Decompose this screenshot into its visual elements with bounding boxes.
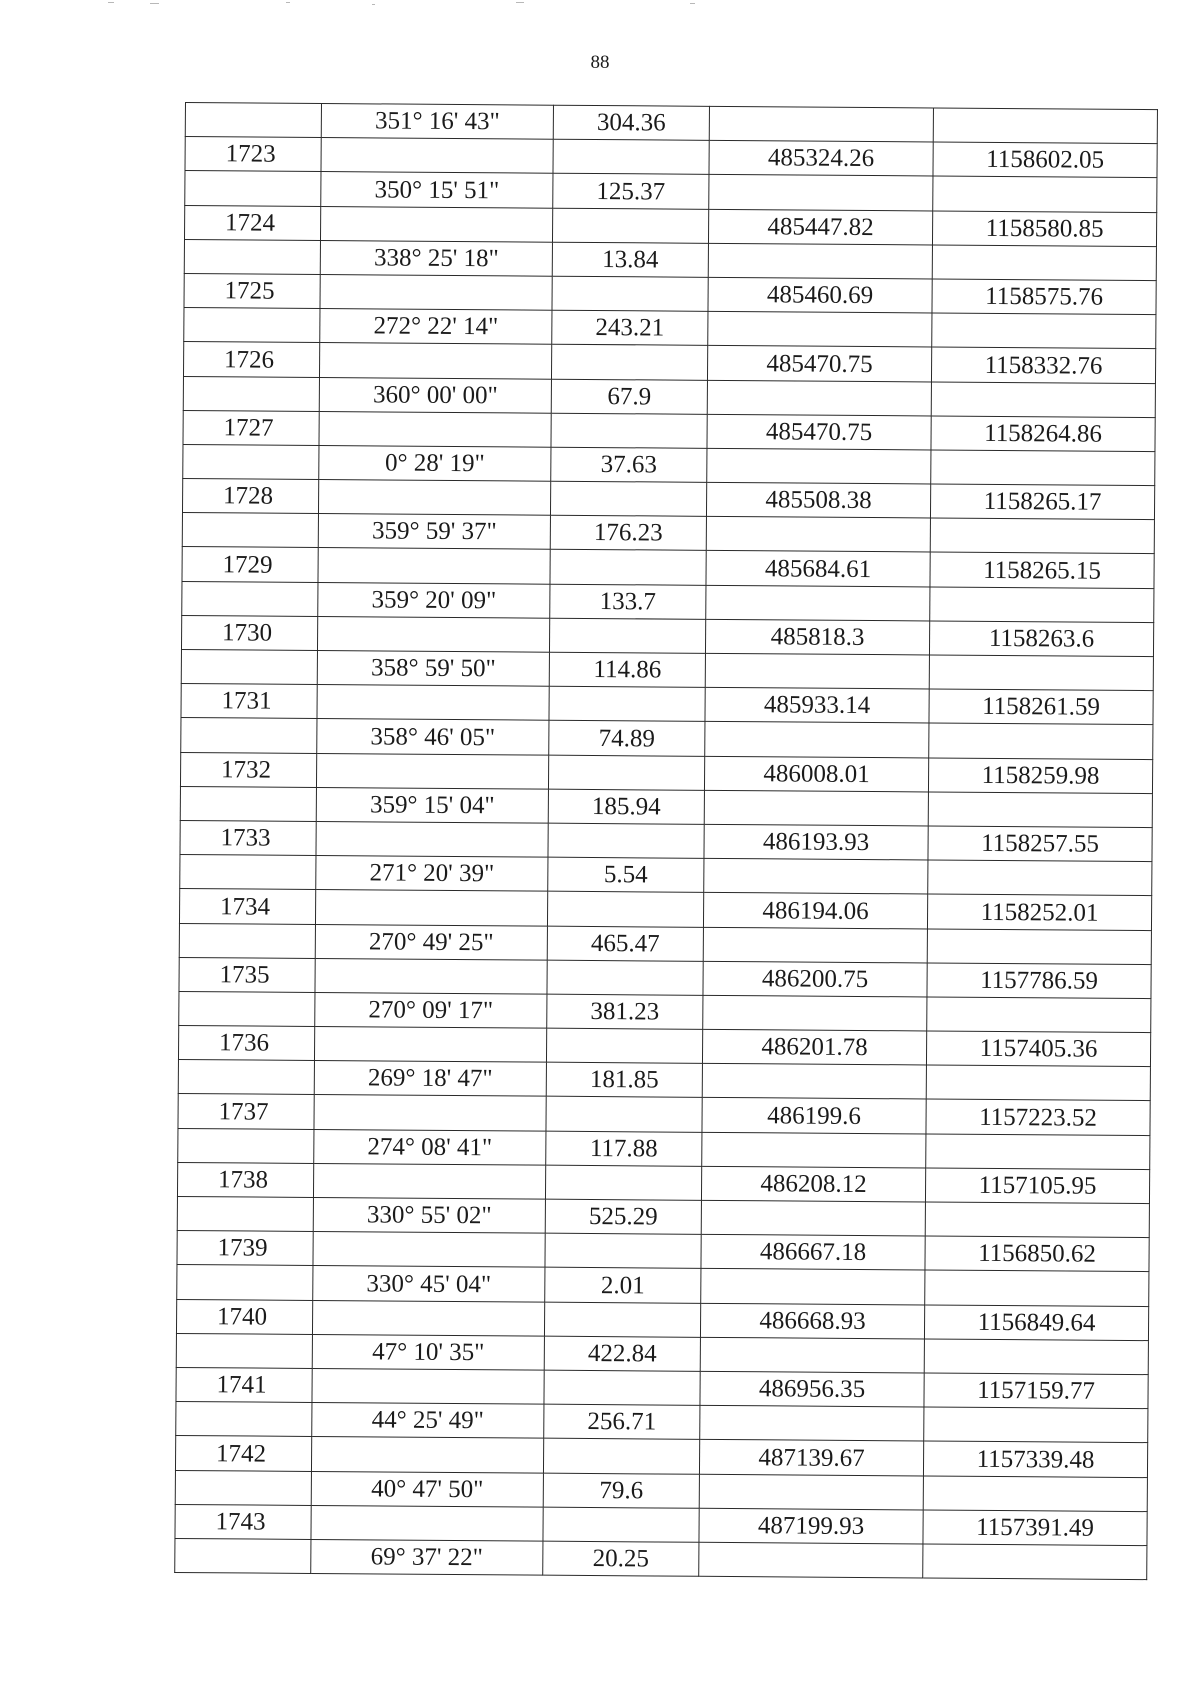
y-cell: 1158252.01	[927, 894, 1151, 930]
bearing-cell: 69° 37' 22"	[311, 1539, 543, 1575]
point-cell: 1742	[175, 1436, 311, 1471]
bearing-cell	[316, 753, 548, 789]
point-cell	[176, 1333, 312, 1368]
y-cell	[923, 1544, 1147, 1580]
y-cell	[923, 1475, 1147, 1511]
bearing-cell	[315, 890, 547, 926]
point-cell: 1725	[184, 273, 320, 308]
page-number: 88	[590, 52, 610, 73]
y-cell: 1158259.98	[928, 758, 1152, 794]
x-cell: 486668.93	[700, 1303, 924, 1339]
point-cell: 1724	[184, 205, 320, 240]
point-cell	[185, 103, 321, 138]
distance-cell: 79.6	[543, 1473, 699, 1508]
y-cell	[933, 108, 1157, 144]
distance-cell: 465.47	[547, 926, 703, 961]
distance-cell	[549, 686, 705, 721]
distance-cell	[552, 276, 708, 311]
distance-cell: 37.63	[551, 447, 707, 482]
bearing-cell	[311, 1505, 543, 1541]
x-cell: 486194.06	[703, 893, 927, 929]
x-cell: 485324.26	[709, 141, 933, 177]
bearing-cell: 271° 20' 39"	[316, 856, 548, 892]
distance-cell	[546, 1097, 702, 1132]
point-cell: 1733	[180, 820, 316, 855]
y-cell: 1157339.48	[923, 1441, 1147, 1477]
point-cell	[183, 444, 319, 479]
x-cell	[707, 448, 931, 484]
distance-cell: 133.7	[550, 584, 706, 619]
y-cell	[925, 1270, 1149, 1306]
x-cell: 487139.67	[699, 1440, 923, 1476]
point-cell: 1727	[183, 410, 319, 445]
bearing-cell: 44° 25' 49"	[312, 1403, 544, 1439]
x-cell: 485470.75	[707, 414, 931, 450]
y-cell: 1157405.36	[926, 1031, 1150, 1067]
point-cell	[181, 718, 317, 753]
distance-cell	[544, 1370, 700, 1405]
distance-cell: 525.29	[545, 1199, 701, 1234]
point-cell	[178, 1060, 314, 1095]
bearing-cell	[313, 1163, 545, 1199]
point-cell	[177, 1265, 313, 1300]
distance-cell: 20.25	[543, 1541, 699, 1576]
point-cell: 1735	[179, 957, 315, 992]
distance-cell	[544, 1302, 700, 1337]
y-cell: 1158575.76	[932, 279, 1156, 315]
x-cell: 485684.61	[706, 551, 930, 587]
bearing-cell: 0° 28' 19"	[319, 445, 551, 481]
y-cell: 1157786.59	[927, 963, 1151, 999]
bearing-cell	[317, 616, 549, 652]
survey-table-container	[174, 102, 1158, 1580]
distance-cell	[545, 1165, 701, 1200]
y-cell: 1157223.52	[926, 1099, 1150, 1135]
distance-cell	[550, 481, 706, 516]
x-cell	[702, 1132, 926, 1168]
survey-coordinates-table	[174, 102, 1158, 1580]
point-cell	[180, 855, 316, 890]
bearing-cell: 270° 49' 25"	[315, 924, 547, 960]
x-cell: 486199.6	[702, 1098, 926, 1134]
distance-cell	[546, 1028, 702, 1063]
course-row	[175, 1538, 1147, 1579]
x-cell	[701, 1269, 925, 1305]
point-cell	[175, 1538, 311, 1573]
bearing-cell	[319, 343, 551, 379]
distance-cell: 181.85	[546, 1062, 702, 1097]
distance-cell	[551, 413, 707, 448]
y-cell: 1157105.95	[925, 1168, 1149, 1204]
y-cell: 1158602.05	[933, 142, 1157, 178]
bearing-cell: 269° 18' 47"	[314, 1061, 546, 1097]
distance-cell: 243.21	[552, 310, 708, 345]
scan-artifact-specks	[0, 0, 1200, 12]
bearing-cell: 47° 10' 35"	[312, 1334, 544, 1370]
x-cell: 485460.69	[708, 277, 932, 313]
distance-cell: 114.86	[549, 652, 705, 687]
point-cell	[179, 923, 315, 958]
y-cell	[927, 928, 1151, 964]
point-cell: 1737	[178, 1094, 314, 1129]
x-cell: 485933.14	[705, 688, 929, 724]
point-cell	[177, 1196, 313, 1231]
x-cell	[706, 517, 930, 553]
y-cell	[931, 381, 1155, 417]
y-cell	[933, 176, 1157, 212]
point-cell: 1723	[185, 137, 321, 172]
point-cell: 1730	[181, 615, 317, 650]
bearing-cell	[320, 274, 552, 310]
y-cell: 1158265.15	[930, 552, 1154, 588]
bearing-cell: 360° 00' 00"	[319, 377, 551, 413]
distance-cell	[547, 960, 703, 995]
x-cell	[703, 927, 927, 963]
bearing-cell: 358° 46' 05"	[317, 719, 549, 755]
x-cell: 485447.82	[708, 209, 932, 245]
point-cell	[185, 171, 321, 206]
bearing-cell: 338° 25' 18"	[320, 240, 552, 276]
x-cell: 486956.35	[700, 1371, 924, 1407]
bearing-cell: 359° 15' 04"	[316, 787, 548, 823]
bearing-cell: 359° 20' 09"	[318, 582, 550, 618]
distance-cell	[547, 891, 703, 926]
point-cell: 1734	[179, 889, 315, 924]
bearing-cell	[312, 1300, 544, 1336]
bearing-cell	[314, 1027, 546, 1063]
x-cell: 486201.78	[702, 1029, 926, 1065]
x-cell: 485470.75	[707, 346, 931, 382]
y-cell	[924, 1339, 1148, 1375]
distance-cell: 304.36	[553, 105, 709, 140]
y-cell	[929, 655, 1153, 691]
distance-cell	[545, 1233, 701, 1268]
x-cell	[705, 653, 929, 689]
point-cell: 1739	[177, 1231, 313, 1266]
distance-cell	[548, 755, 704, 790]
distance-cell: 67.9	[551, 379, 707, 414]
distance-cell	[552, 208, 708, 243]
point-cell	[179, 991, 315, 1026]
distance-cell: 117.88	[546, 1131, 702, 1166]
x-cell	[704, 858, 928, 894]
y-cell	[928, 860, 1152, 896]
distance-cell: 2.01	[545, 1268, 701, 1303]
distance-cell: 5.54	[548, 857, 704, 892]
bearing-cell: 40° 47' 50"	[311, 1471, 543, 1507]
y-cell	[932, 313, 1156, 349]
distance-cell	[549, 618, 705, 653]
bearing-cell	[315, 958, 547, 994]
point-cell: 1743	[175, 1504, 311, 1539]
point-cell: 1732	[180, 752, 316, 787]
bearing-cell	[317, 685, 549, 721]
point-cell	[175, 1470, 311, 1505]
x-cell: 487199.93	[699, 1508, 923, 1544]
y-cell	[927, 997, 1151, 1033]
distance-cell	[543, 1507, 699, 1542]
x-cell: 485508.38	[706, 482, 930, 518]
bearing-cell	[316, 821, 548, 857]
distance-cell	[551, 345, 707, 380]
x-cell	[700, 1337, 924, 1373]
point-cell: 1728	[182, 479, 318, 514]
y-cell	[932, 245, 1156, 281]
y-cell	[926, 1065, 1150, 1101]
x-cell	[699, 1474, 923, 1510]
x-cell: 486200.75	[703, 961, 927, 997]
x-cell	[708, 243, 932, 279]
bearing-cell: 350° 15' 51"	[321, 172, 553, 208]
distance-cell: 422.84	[544, 1336, 700, 1371]
point-cell	[181, 649, 317, 684]
x-cell	[705, 722, 929, 758]
y-cell: 1158264.86	[931, 416, 1155, 452]
point-cell: 1729	[182, 547, 318, 582]
x-cell	[700, 1405, 924, 1441]
bearing-cell: 272° 22' 14"	[320, 309, 552, 345]
distance-cell	[553, 139, 709, 174]
x-cell: 486193.93	[704, 824, 928, 860]
x-cell	[704, 790, 928, 826]
y-cell	[931, 450, 1155, 486]
x-cell	[708, 311, 932, 347]
y-cell: 1158261.59	[929, 689, 1153, 725]
point-cell: 1731	[181, 684, 317, 719]
distance-cell	[550, 550, 706, 585]
y-cell	[926, 1134, 1150, 1170]
x-cell	[706, 585, 930, 621]
point-cell: 1741	[176, 1367, 312, 1402]
x-cell: 486208.12	[701, 1166, 925, 1202]
bearing-cell: 351° 16' 43"	[321, 104, 553, 140]
bearing-cell	[311, 1437, 543, 1473]
y-cell	[930, 518, 1154, 554]
point-cell: 1726	[183, 342, 319, 377]
y-cell: 1158580.85	[932, 211, 1156, 247]
point-cell	[178, 1128, 314, 1163]
distance-cell: 125.37	[553, 174, 709, 209]
x-cell	[701, 1200, 925, 1236]
point-cell: 1736	[178, 1026, 314, 1061]
point-cell	[176, 1402, 312, 1437]
y-cell	[924, 1407, 1148, 1443]
distance-cell: 176.23	[550, 515, 706, 550]
y-cell: 1156849.64	[924, 1305, 1148, 1341]
y-cell: 1158257.55	[928, 826, 1152, 862]
x-cell: 486008.01	[704, 756, 928, 792]
bearing-cell: 358° 59' 50"	[317, 650, 549, 686]
bearing-cell	[321, 138, 553, 174]
point-cell	[183, 376, 319, 411]
point-cell	[182, 581, 318, 616]
distance-cell: 185.94	[548, 789, 704, 824]
distance-cell	[543, 1438, 699, 1473]
bearing-cell	[313, 1232, 545, 1268]
distance-cell: 74.89	[549, 721, 705, 756]
x-cell	[707, 380, 931, 416]
point-cell	[184, 239, 320, 274]
y-cell: 1157391.49	[923, 1510, 1147, 1546]
bearing-cell	[318, 548, 550, 584]
bearing-cell	[314, 1095, 546, 1131]
y-cell	[928, 792, 1152, 828]
distance-cell: 13.84	[552, 242, 708, 277]
point-cell: 1740	[176, 1299, 312, 1334]
point-cell	[184, 308, 320, 343]
bearing-cell	[319, 411, 551, 447]
bearing-cell: 359° 59' 37"	[318, 514, 550, 550]
point-cell: 1738	[177, 1162, 313, 1197]
x-cell	[702, 1064, 926, 1100]
y-cell: 1158263.6	[929, 621, 1153, 657]
x-cell: 485818.3	[705, 619, 929, 655]
y-cell: 1158265.17	[930, 484, 1154, 520]
x-cell: 486667.18	[701, 1235, 925, 1271]
distance-cell	[548, 823, 704, 858]
bearing-cell	[312, 1368, 544, 1404]
distance-cell: 256.71	[544, 1404, 700, 1439]
x-cell	[709, 106, 933, 142]
survey-table-body	[175, 103, 1158, 1580]
y-cell: 1158332.76	[931, 347, 1155, 383]
y-cell	[925, 1202, 1149, 1238]
bearing-cell: 274° 08' 41"	[314, 1129, 546, 1165]
point-cell	[182, 513, 318, 548]
point-cell	[180, 786, 316, 821]
distance-cell: 381.23	[547, 994, 703, 1029]
x-cell	[703, 995, 927, 1031]
bearing-cell: 330° 45' 04"	[313, 1266, 545, 1302]
x-cell	[709, 175, 933, 211]
bearing-cell: 270° 09' 17"	[315, 992, 547, 1028]
y-cell	[930, 587, 1154, 623]
x-cell	[699, 1542, 923, 1578]
y-cell: 1157159.77	[924, 1373, 1148, 1409]
bearing-cell	[320, 206, 552, 242]
y-cell	[929, 723, 1153, 759]
bearing-cell	[318, 480, 550, 516]
bearing-cell: 330° 55' 02"	[313, 1197, 545, 1233]
y-cell: 1156850.62	[925, 1236, 1149, 1272]
